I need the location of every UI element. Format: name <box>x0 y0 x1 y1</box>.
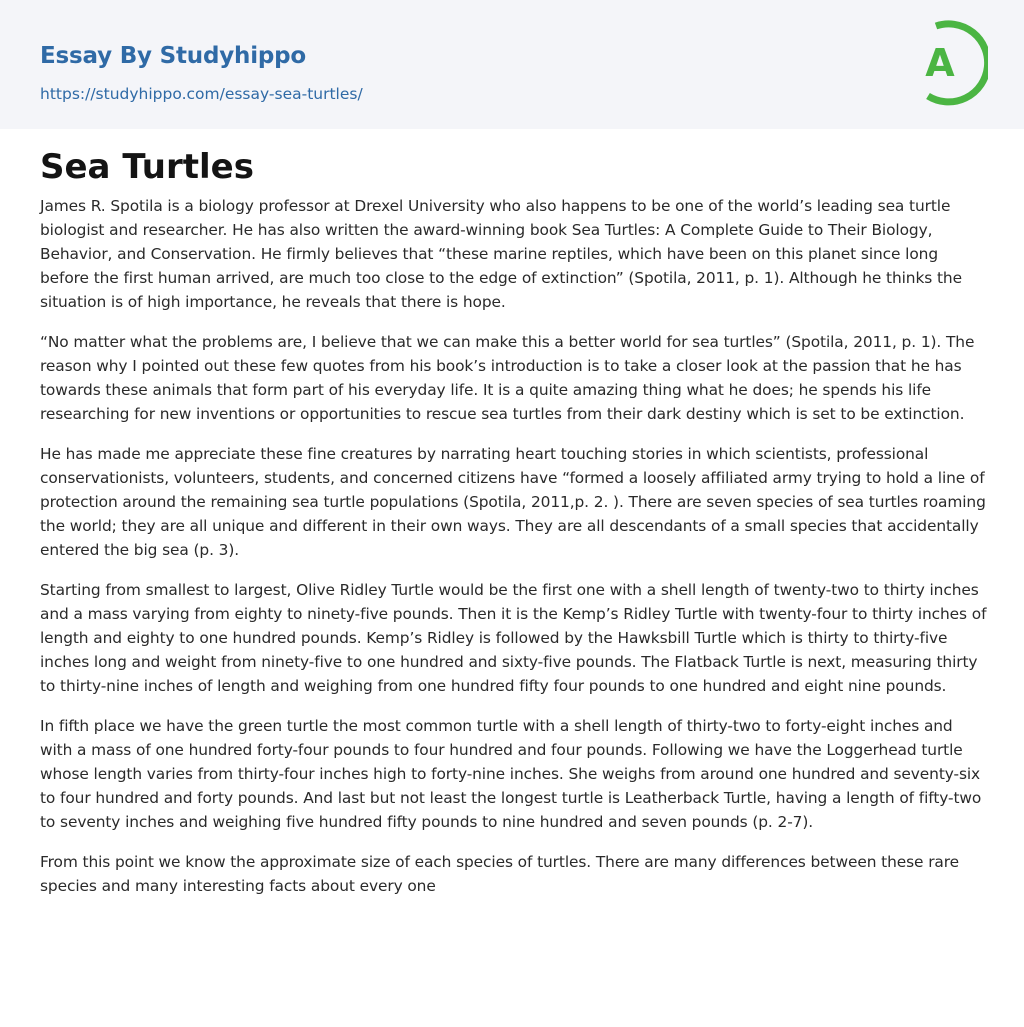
essay-paragraph: Starting from smallest to largest, Olive Ridley Turtle would be the first one with a shell length of twenty-two to thirty inches and a mass varying from eighty to ninety-five pounds. Then it is the Kemp’s Ridley Turtle with twenty-four to thirty inches of length and eighty to one hundred pounds. Kemp’s Ridley is followed by the Hawksbill Turtle which is thirty to thirty-five inches long and weight from ninety-five to one hundred and sixty-five pounds. The Flatback Turtle is next, measuring thirty to thirty-nine inches of length and weighing from one hundred fifty four pounds to one hundred and eight nine pounds. <box>40 581 987 695</box>
essay-paragraph: He has made me appreciate these fine creatures by narrating heart touching stories in which scientists, professional conservationists, volunteers, students, and concerned citizens have “formed a loosely affiliated army trying to hold a line of protection around the remaining sea turtle populations (Spotila, 2011,p. 2. ). There are seven species of sea turtles roaming the world; they are all unique and different in their own ways. They are all descendants of a small species that accidentally entered the big sea (p. 3). <box>40 445 986 559</box>
logo-letter: A <box>925 41 955 85</box>
source-url-link[interactable]: https://studyhippo.com/essay-sea-turtles/ <box>40 85 363 103</box>
essay-body <box>40 194 987 914</box>
essay-paragraph: In fifth place we have the green turtle the most common turtle with a shell length of thirty-two to forty-eight inches and with a mass of one hundred forty-four pounds to four hundred and four pounds. Following we have the Loggerhead turtle whose length varies from thirty-four inches high to forty-nine inches. She weighs from around one hundred and seventy-six to four hundred and forty pounds. And last but not least the longest turtle is Leatherback Turtle, having a length of fifty-two to seventy inches and weighing five hundred fifty pounds to nine hundred and seven pounds (p. 2-7). <box>40 717 982 831</box>
page-title: Sea Turtles <box>40 147 254 187</box>
essay-paragraph: “No matter what the problems are, I believe that we can make this a better world for sea turtles” (Spotila, 2011, p. 1). The reason why I pointed out these few quotes from his book’s introduction is to take a closer look at the passion that he has towards these animals that form part of his everyday life. It is a quite amazing thing what he does; he spends his life researching for new inventions or opportunities to rescue sea turtles from their dark destiny which is set to be extinction. <box>40 333 975 423</box>
essay-paragraph: James R. Spotila is a biology professor at Drexel University who also happens to be one of the world’s leading sea turtle biologist and researcher. He has also written the award-winning book Sea Turtles: A Complete Guide to Their Biology, Behavior, and Conservation. He firmly believes that “these marine reptiles, which have been on this planet since long before the first human arrived, are much too close to the edge of extinction” (Spotila, 2011, p. 1). Although he thinks the situation is of high importance, he reveals that there is hope. <box>40 197 962 311</box>
site-header <box>0 0 1024 129</box>
studyhippo-logo-icon[interactable] <box>912 18 988 106</box>
brand-title: Essay By Studyhippo <box>40 43 307 69</box>
essay-paragraph: From this point we know the approximate size of each species of turtles. There are many differences between these rare species and many interesting facts about every one <box>40 853 960 895</box>
